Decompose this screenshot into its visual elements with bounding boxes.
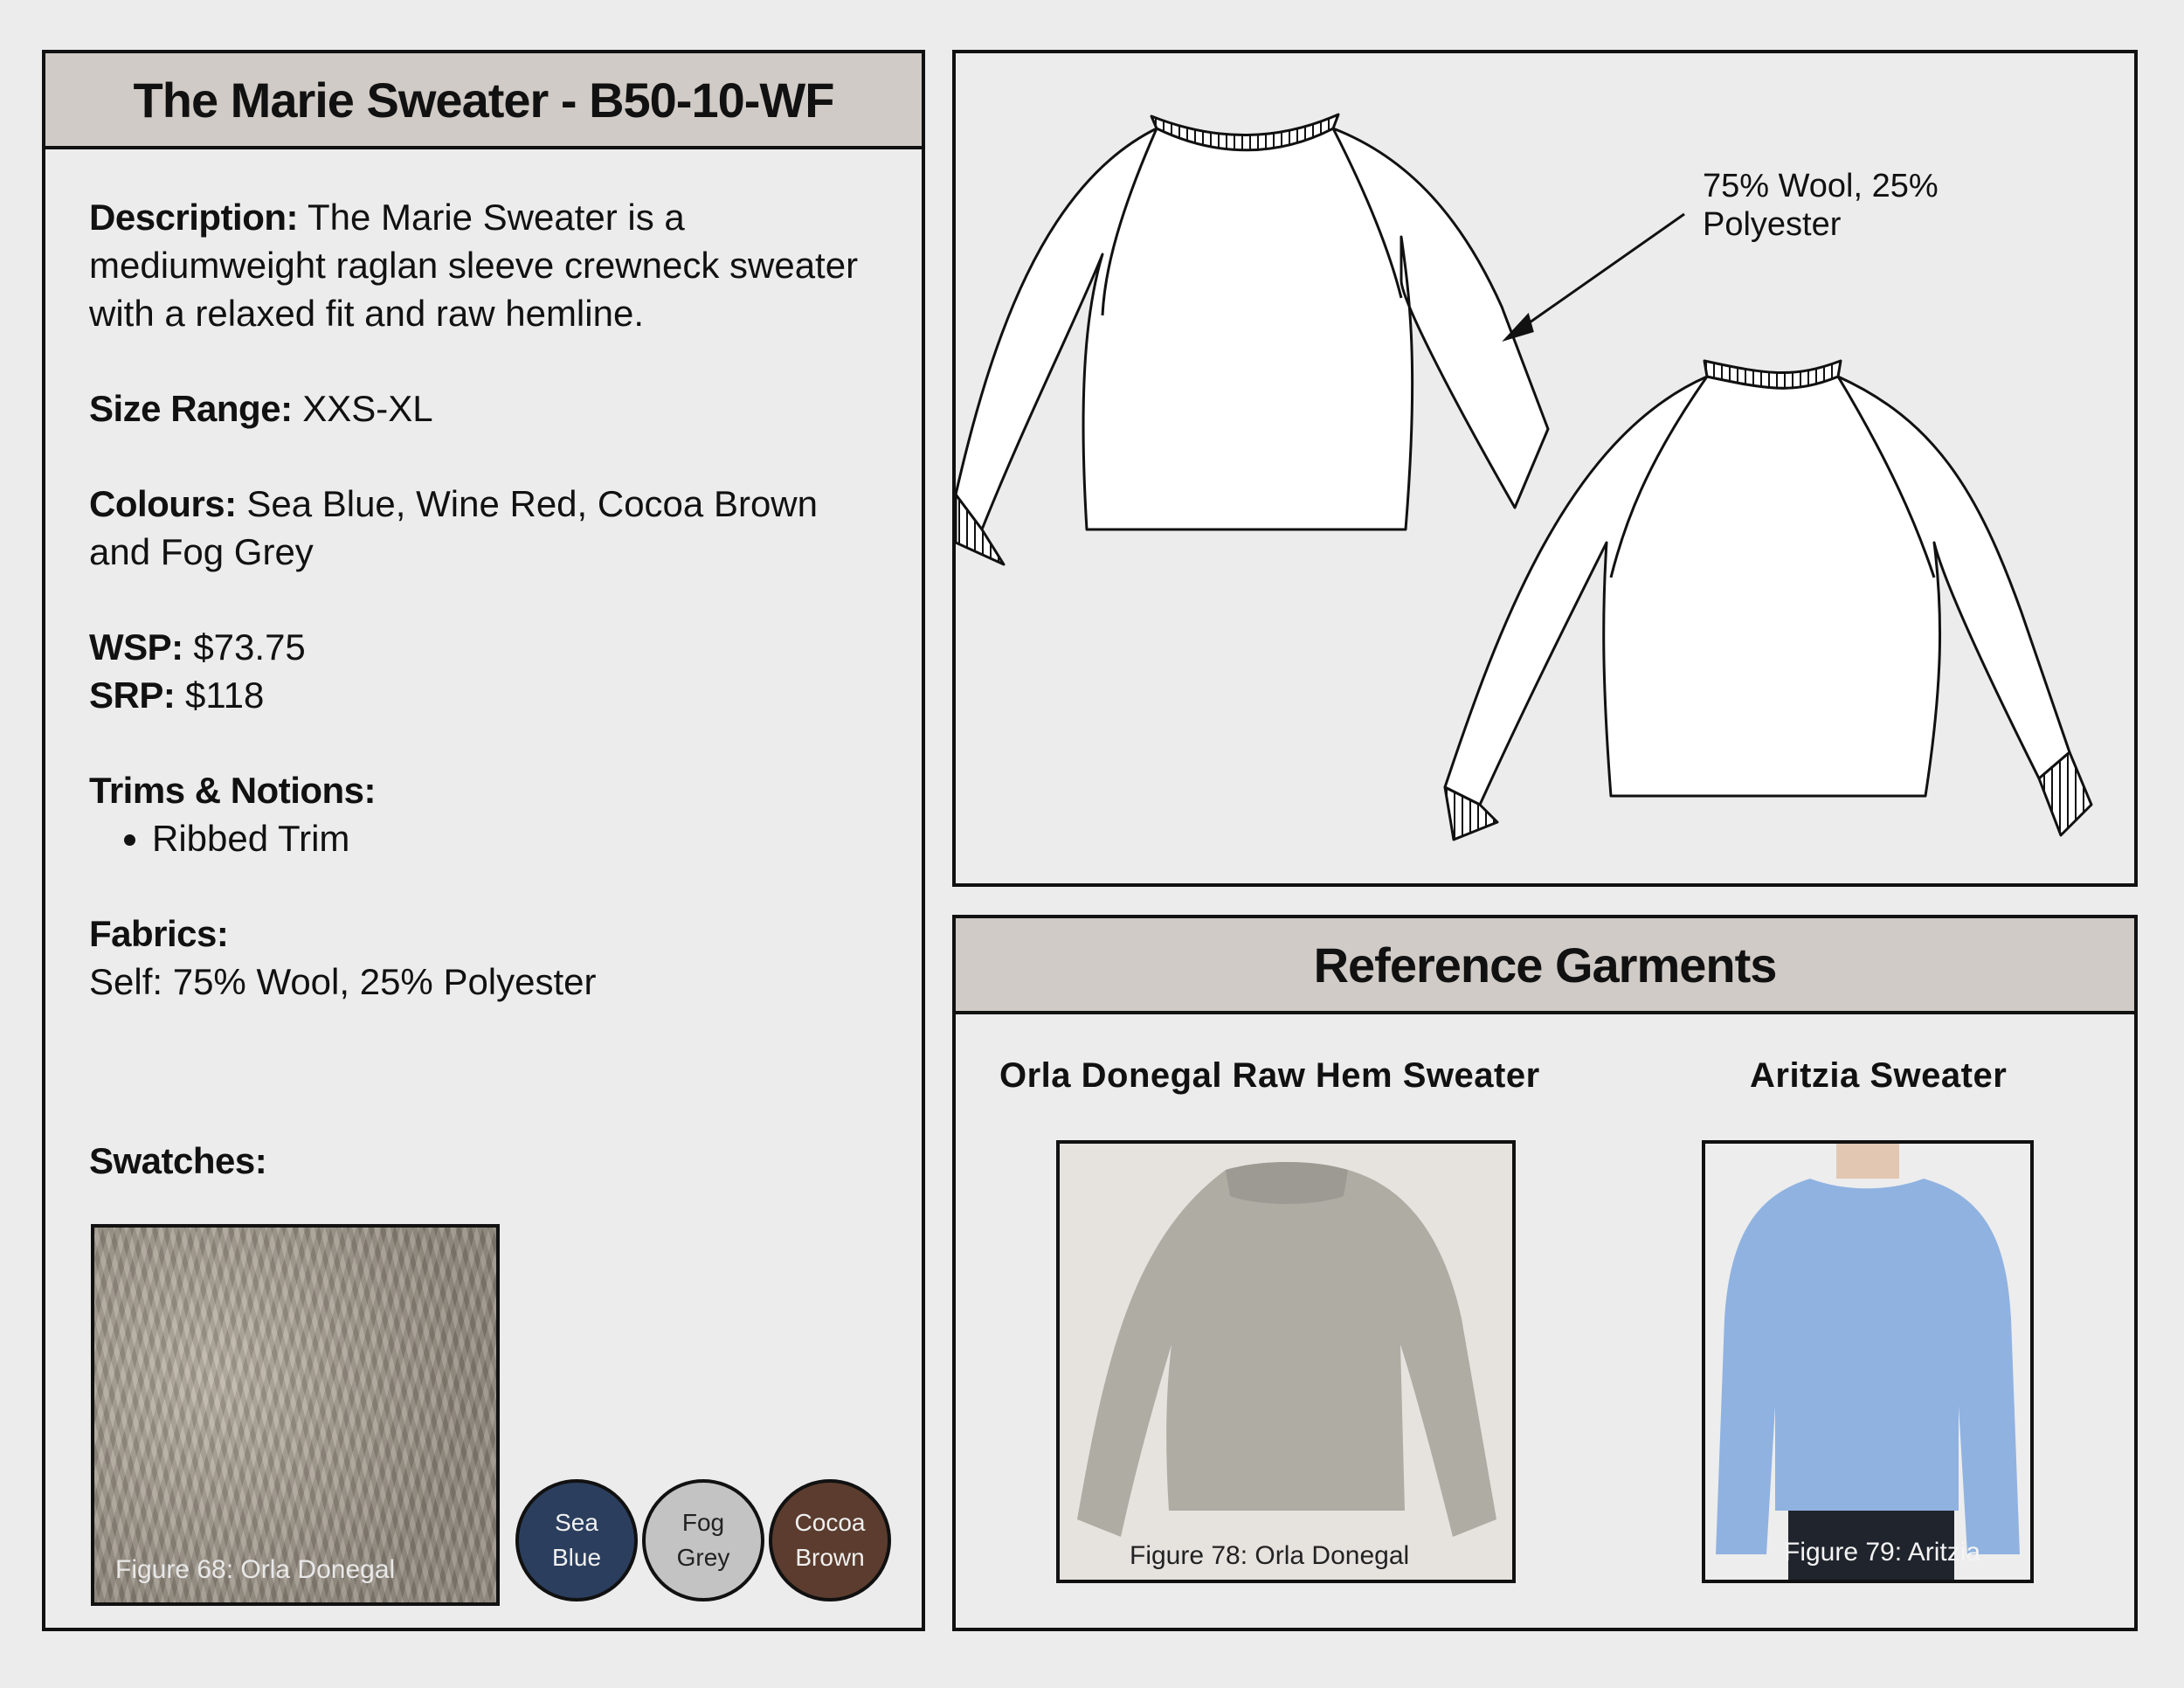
swatches-label: Swatches: [89,1140,267,1181]
spec-panel [42,50,925,1631]
trims-label: Trims & Notions: [89,770,377,811]
srp [89,671,887,719]
colours-value: Sea Blue, Wine Red, Cocoa Brown and Fog Grey [89,483,818,572]
colours [89,480,887,576]
description-label: Description: [89,197,299,238]
srp-value: $118 [175,675,265,716]
trim-item: • Ribbed Trim [152,814,887,862]
fabrics-label: Fabrics: [89,913,229,954]
swatch-line1: Fog [681,1509,725,1536]
spec-body [89,193,887,1006]
size-range [89,384,887,432]
reference-item-title: Orla Donegal Raw Hem Sweater [999,1056,1540,1095]
reference-title: Reference Garments [956,918,2134,1014]
reference-caption: Figure 79: Aritzia [1784,1538,1981,1567]
wsp-label: WSP: [89,626,183,668]
fabric-swatch-image [91,1224,500,1606]
swatch-line1: Cocoa [794,1509,866,1536]
wsp [89,623,887,671]
blue-sweater-illustration [1705,1144,2030,1580]
srp-label: SRP: [89,675,176,716]
reference-caption: Figure 78: Orla Donegal [1130,1541,1410,1570]
color-swatch-sea-blue [515,1479,638,1602]
description [89,193,887,337]
sketch-panel [952,50,2138,887]
trims-list [89,814,887,862]
wsp-value: $73.75 [183,626,306,668]
reference-panel [952,915,2138,1631]
size-label: Size Range: [89,388,293,429]
fabrics-value: Self: 75% Wool, 25% Polyester [89,961,597,1002]
fabric-callout-label: 75% Wool, 25% Polyester [1703,168,1939,243]
fabric-callout-arrow [1506,214,1684,339]
description-text: The Marie Sweater is a mediumweight raglan sleeve crewneck sweater with a relaxed fit and raw hemline. [89,197,859,334]
spec-title: The Marie Sweater - B50-10-WF [45,53,922,149]
colours-label: Colours: [89,483,237,524]
front-sweater-flat [956,114,1548,564]
color-swatch-fog-grey [642,1479,764,1602]
swatch-line1: Sea [555,1509,598,1536]
swatch-caption: Figure 68: Orla Donegal [115,1555,396,1584]
color-swatch-cocoa-brown [769,1479,891,1602]
size-value: XXS-XL [292,388,433,429]
swatch-line2: Grey [676,1544,730,1571]
orla-donegal-sweater-image [1056,1140,1516,1583]
reference-item-title: Aritzia Sweater [1750,1056,2008,1095]
swatch-line2: Brown [795,1544,865,1571]
aritzia-sweater-image [1702,1140,2034,1583]
swatch-line2: Blue [551,1544,602,1571]
grey-sweater-illustration [1060,1144,1512,1580]
